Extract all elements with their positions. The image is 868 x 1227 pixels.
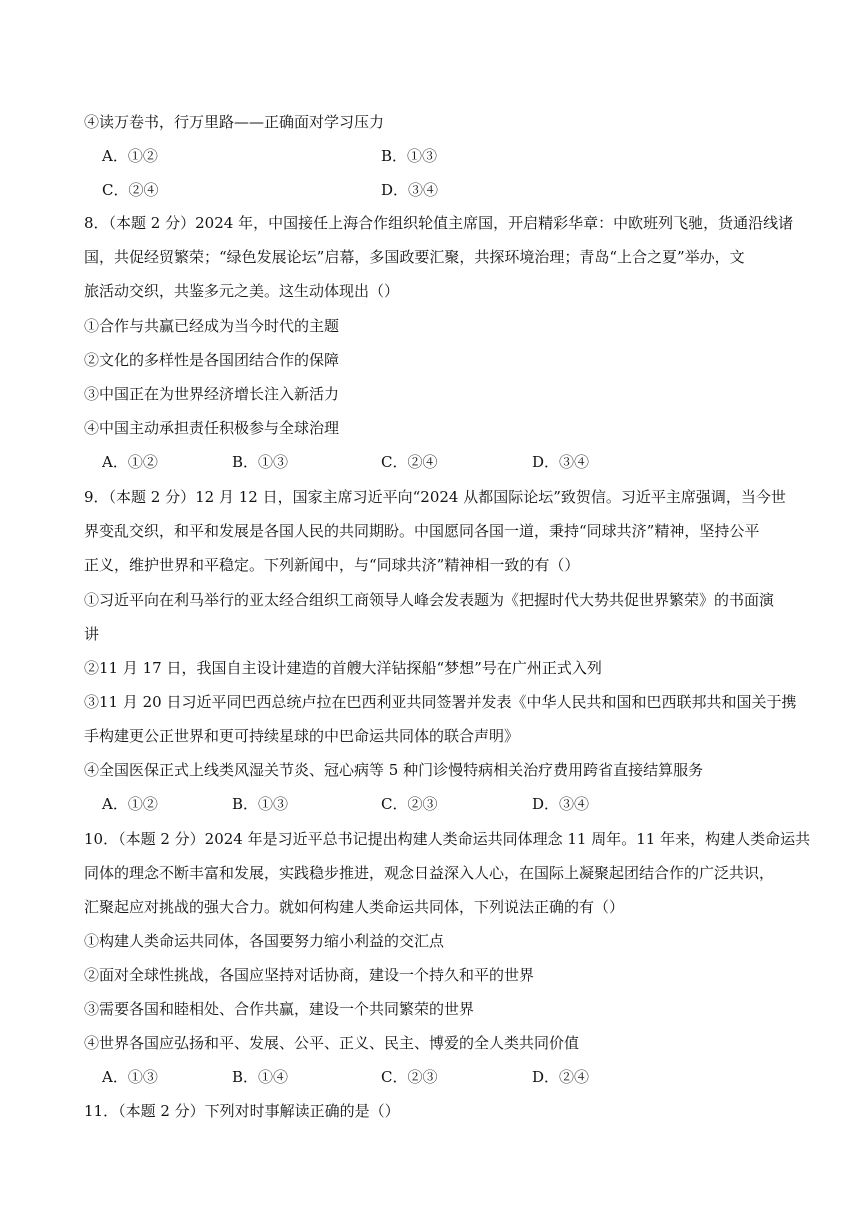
q8-stem-line-1: 8．（本题 2 分）2024 年，中国接任上海合作组织轮值主席国，开启精彩华章：中欧班列飞驰，货通沿线诸	[84, 214, 794, 232]
q8-stem-line-3: 旅活动交织，共鉴多元之美。这生动体现出（）	[84, 282, 400, 300]
q10-item-1: ①构建人类命运共同体，各国要努力缩小利益的交汇点	[84, 932, 445, 950]
q9-option-a: A．①②	[102, 795, 158, 813]
q9-option-d: D．③④	[532, 795, 590, 813]
q7-option-a: A．①②	[102, 147, 158, 165]
q9-option-c: C．②③	[381, 795, 438, 813]
q9-item-1: ①习近平向在利马举行的亚太经合组织工商领导人峰会发表题为《把握时代大势共促世界繁荣》的书面演	[84, 591, 775, 609]
q8-item-2: ②文化的多样性是各国团结合作的保障	[84, 351, 340, 369]
q9-stem-line-2: 界变乱交织，和平和发展是各国人民的共同期盼。中国愿同各国一道，秉持“同球共济”精神，坚持公平	[84, 522, 760, 540]
q9-item-1-cont: 讲	[84, 625, 100, 643]
q7-option-b: B．①③	[381, 147, 438, 165]
q11-stem-line-1: 11．（本题 2 分）下列对时事解读正确的是（）	[84, 1102, 400, 1120]
q7-option-d: D．③④	[381, 181, 439, 199]
q10-option-d: D．②④	[532, 1068, 590, 1086]
q10-option-c: C．②③	[381, 1068, 438, 1086]
q8-option-d: D．③④	[532, 453, 590, 471]
q7-item-4: ④读万卷书，行万里路——正确面对学习压力	[84, 113, 385, 131]
q10-item-2: ②面对全球性挑战，各国应坚持对话协商，建设一个持久和平的世界	[84, 966, 535, 984]
q9-item-3: ③11 月 20 日习近平同巴西总统卢拉在巴西利亚共同签署并发表《中华人民共和国和巴西联邦共和国关于携	[84, 693, 797, 711]
q10-item-4: ④世界各国应弘扬和平、发展、公平、正义、民主、博爱的全人类共同价值	[84, 1034, 580, 1052]
q8-option-c: C．②④	[381, 453, 438, 471]
q8-item-1: ①合作与共赢已经成为当今时代的主题	[84, 317, 340, 335]
q9-item-3-cont: 手构建更公正世界和更可持续星球的中巴命运共同体的联合声明》	[84, 727, 520, 745]
q10-stem-line-2: 同体的理念不断丰富和发展，实践稳步推进，观念日益深入人心，在国际上凝聚起团结合作的广泛共识，	[84, 864, 775, 882]
q8-option-a: A．①②	[102, 453, 158, 471]
q9-stem-line-1: 9．（本题 2 分）12 月 12 日，国家主席习近平向“2024 从都国际论坛”致贺信。习近平主席强调，当今世	[84, 488, 786, 506]
q9-item-2: ②11 月 17 日，我国自主设计建造的首艘大洋钻探船“梦想”号在广州正式入列	[84, 659, 602, 677]
q8-item-4: ④中国主动承担责任积极参与全球治理	[84, 419, 340, 437]
q10-stem-line-1: 10．（本题 2 分）2024 年是习近平总书记提出构建人类命运共同体理念 11 周年。11 年来，构建人类命运共	[84, 830, 811, 848]
q10-stem-line-3: 汇聚起应对挑战的强大合力。就如何构建人类命运共同体，下列说法正确的有（）	[84, 898, 625, 916]
q9-option-b: B．①③	[232, 795, 289, 813]
q9-stem-line-3: 正义，维护世界和平稳定。下列新闻中，与“同球共济”精神相一致的有（）	[84, 556, 580, 574]
q8-item-3: ③中国正在为世界经济增长注入新活力	[84, 385, 340, 403]
q8-option-b: B．①③	[232, 453, 289, 471]
q10-option-a: A．①③	[102, 1068, 158, 1086]
q9-item-4: ④全国医保正式上线类风湿关节炎、冠心病等 5 种门诊慢特病相关治疗费用跨省直接结算服务	[84, 761, 704, 779]
q10-option-b: B．①④	[232, 1068, 289, 1086]
q10-item-3: ③需要各国和睦相处、合作共赢，建设一个共同繁荣的世界	[84, 1000, 475, 1018]
q7-option-c: C．②④	[102, 181, 159, 199]
q8-stem-line-2: 国，共促经贸繁荣；“绿色发展论坛”启幕，多国政要汇聚，共探环境治理；青岛“上合之夏”举办，文	[84, 248, 745, 266]
